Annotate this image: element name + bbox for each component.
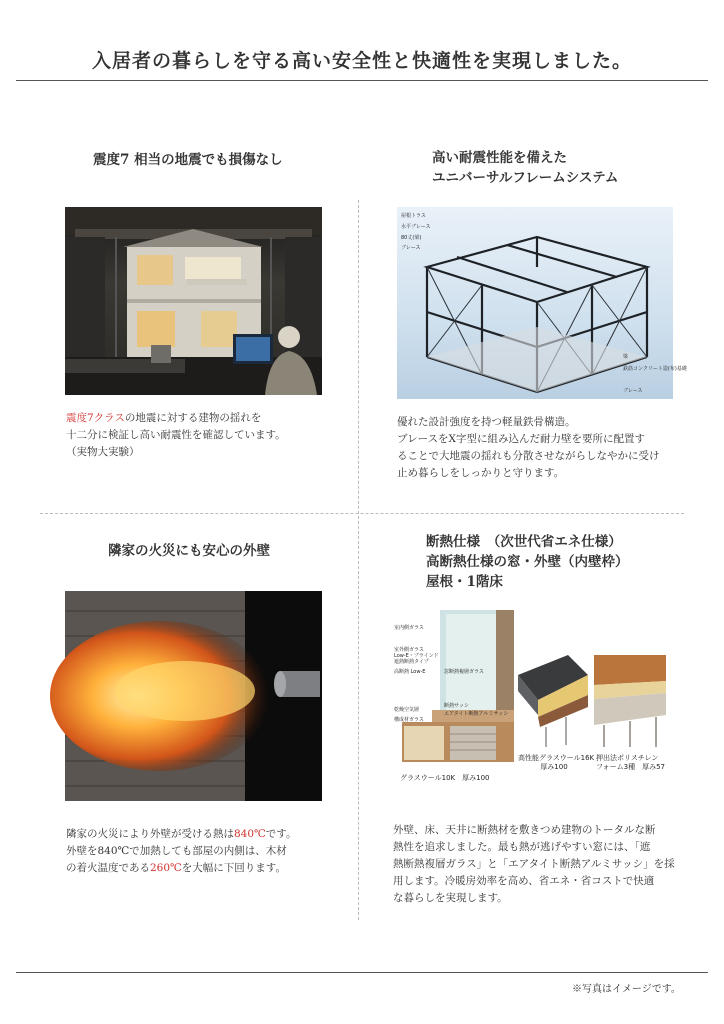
label-airtight-sash: エアタイト断熱アルミサッシ [444, 711, 509, 717]
label-glass-material: 構成材ガラス [394, 717, 424, 723]
floor-insulation-caption: 押出法ポリスチレン フォーム3種 厚み57 [596, 754, 666, 771]
label-insulated-sash: 断熱サッシ [444, 703, 469, 709]
insulation-heading-line-1: 断熱仕様 （次世代省エネ仕様） [426, 534, 622, 550]
label-horizontal-brace: 水平ブレース [401, 224, 431, 230]
insulation-text [393, 822, 675, 907]
label-brace-bottom: ブレース [623, 388, 643, 394]
frame-heading-line-2: ユニバーサルフレームシステム [432, 170, 619, 186]
label-brace-top: ブレース [401, 245, 421, 251]
label-beam-80: 80丈(梁) [401, 235, 422, 241]
insulation-heading-line-3: 屋根・1階床 [426, 574, 503, 590]
horizontal-divider [40, 513, 684, 514]
vertical-divider [358, 200, 359, 920]
fire-line-1: 隣家の火災により外壁が受ける熱は840℃です。 [66, 828, 297, 840]
wall-insulation-caption: グラスウール10K 厚み100 [400, 774, 490, 782]
earthquake-line-2: 十二分に検証し高い耐震性を確認しています。 [66, 429, 286, 441]
label-double-glass: 窓断熱複層ガラス [444, 669, 484, 675]
insulation-line-4: 用します。冷暖房効率を高め、省エネ・省コストで快適 [393, 875, 655, 887]
frame-line-3: ることで大地震の揺れも分散させながらしなやかに受け [397, 450, 660, 462]
insulation-line-1: 外壁、床、天井に断熱材を敷きつめ建物のトータルな断 [393, 824, 656, 836]
frame-heading [432, 148, 618, 188]
earthquake-line-1: 震度7クラスの地震に対する建物の揺れを [66, 412, 262, 424]
earthquake-text [66, 410, 286, 461]
window-section-diagram [392, 610, 514, 770]
label-high-lowe: 高断熱 Low-E [394, 669, 426, 675]
seismic-class-highlight: 震度7クラス [66, 412, 125, 424]
insulation-heading-line-2: 高断熱仕様の窓・外壁（内壁枠） [426, 554, 629, 570]
temp-840-highlight: 840℃ [234, 828, 266, 840]
label-beam: 梁 [623, 354, 629, 360]
steel-frame-diagram [397, 207, 687, 399]
title-rule [16, 80, 708, 81]
photo-disclaimer: ※写真はイメージです。 [572, 984, 681, 995]
fire-line-2: 外壁を840℃で加熱しても部屋の内側は、木材 [66, 845, 287, 857]
label-heat-type: 遮熱断熱タイプ [394, 659, 429, 665]
frame-text [397, 414, 660, 482]
fire-test-photo [65, 591, 322, 801]
insulation-line-3: 熱断熱複層ガラス」と「エアタイト断熱アルミサッシ」を採 [393, 858, 675, 870]
earthquake-line-3: （実物大実験） [66, 446, 140, 458]
label-roof-truss: 屋根トラス [401, 213, 426, 219]
label-air-layer: 乾燥空気層 [394, 707, 420, 713]
label-inner-glass: 室内側ガラス [394, 625, 424, 631]
temp-260-highlight: 260℃ [150, 862, 182, 874]
page-title: 入居者の暮らしを守る高い安全性と快適性を実現しました。 [91, 50, 632, 72]
frame-heading-line-1: 高い耐震性能を備えた [432, 150, 567, 166]
frame-line-4: 止め暮らしをしっかりと守ります。 [397, 467, 565, 479]
insulation-line-5: な暮らしを実現します。 [393, 892, 508, 904]
frame-line-1: 優れた設計強度を持つ軽量鉄骨構造。 [397, 416, 576, 428]
roof-insulation-photo [518, 655, 588, 751]
label-rc-foundation: 鉄筋コンクリート造(布)基礎 [623, 366, 687, 372]
fire-line-3: の着火温度である260℃を大幅に下回ります。 [66, 862, 286, 874]
insulation-heading [426, 532, 629, 592]
roof-insulation-caption: 高性能グラスウール16K 厚み100 [518, 754, 595, 771]
earthquake-test-photo [65, 207, 322, 395]
frame-line-2: ブレースをX字型に組み込んだ耐力壁を要所に配置す [397, 433, 646, 445]
insulation-line-2: 熱性を追求しました。最も熱が逃げやすい窓には、「遮 [393, 841, 651, 853]
label-lowe-blind: Low-E・ブラインド [394, 653, 439, 659]
earthquake-heading: 震度7 相当の地震でも損傷なし [93, 152, 283, 168]
fire-text [66, 826, 296, 877]
fire-heading: 隣家の火災にも安心の外壁 [108, 543, 270, 559]
label-outer-glass: 室外側ガラス [394, 647, 424, 653]
floor-insulation-photo [594, 655, 666, 751]
footer-rule [16, 972, 708, 973]
